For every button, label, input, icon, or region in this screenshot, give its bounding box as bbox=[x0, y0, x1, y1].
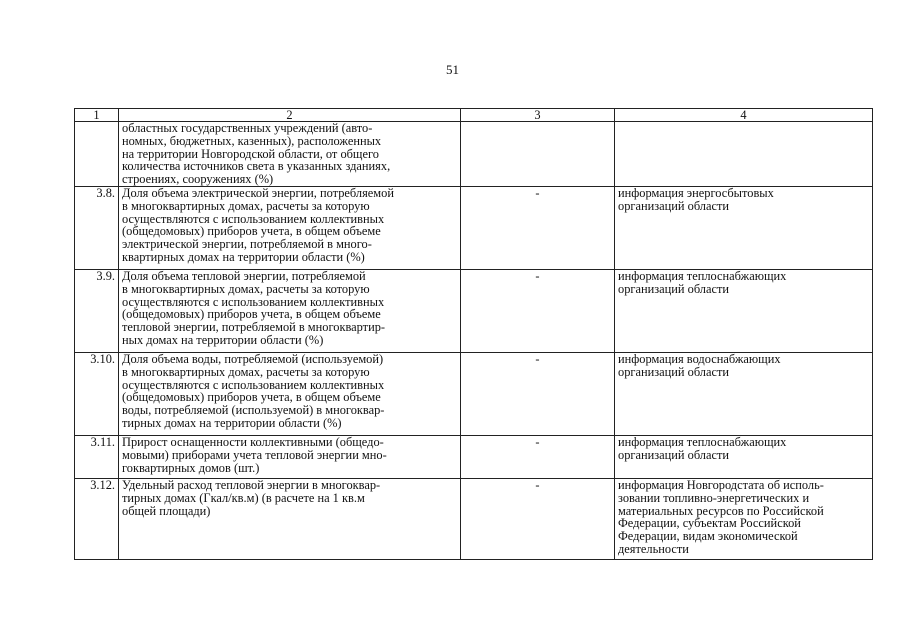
row-number: 3.9. bbox=[75, 269, 119, 352]
row-number: 3.8. bbox=[75, 186, 119, 269]
row-number bbox=[75, 122, 119, 187]
indicator-value: - bbox=[461, 186, 615, 269]
column-header-1: 1 bbox=[75, 109, 119, 122]
indicator-value: - bbox=[461, 435, 615, 478]
indicator-value: - bbox=[461, 269, 615, 352]
column-header-4: 4 bbox=[615, 109, 873, 122]
header-row bbox=[75, 109, 873, 122]
indicator-value: - bbox=[461, 478, 615, 559]
row-number: 3.10. bbox=[75, 352, 119, 435]
table-row bbox=[75, 435, 873, 478]
row-number: 3.11. bbox=[75, 435, 119, 478]
column-header-3: 3 bbox=[461, 109, 615, 122]
indicator-value bbox=[461, 122, 615, 187]
indicator-description: Доля объема тепловой энергии, потребляемой в многоквартирных домах, расчеты за которую осуществляются с использованием коллективных (общедомовых) приборов учета, в общем объеме тепловой энергии, потребляемой в многоквартир- ных домах на территории области (%) bbox=[119, 269, 461, 352]
data-source: информация теплоснабжающих организаций области bbox=[615, 269, 873, 352]
data-source: информация энергосбытовых организаций области bbox=[615, 186, 873, 269]
table-header bbox=[75, 109, 873, 122]
indicator-value: - bbox=[461, 352, 615, 435]
table-row bbox=[75, 478, 873, 559]
indicator-description: областных государственных учреждений (авто- номных, бюджетных, казенных), расположенных на территории Новгородской области, от общего количества источников света в указанных зданиях, строениях, сооружениях (%) bbox=[119, 122, 461, 187]
table-row bbox=[75, 122, 873, 187]
column-header-2: 2 bbox=[119, 109, 461, 122]
indicators-table bbox=[74, 108, 873, 560]
data-source: информация водоснабжающих организаций области bbox=[615, 352, 873, 435]
data-source: информация теплоснабжающих организаций области bbox=[615, 435, 873, 478]
indicator-description: Удельный расход тепловой энергии в многоквар- тирных домах (Гкал/кв.м) (в расчете на 1 кв.м общей площади) bbox=[119, 478, 461, 559]
table-row bbox=[75, 186, 873, 269]
page-number: 51 bbox=[446, 62, 459, 77]
row-number: 3.12. bbox=[75, 478, 119, 559]
table-row bbox=[75, 269, 873, 352]
data-source bbox=[615, 122, 873, 187]
table-body bbox=[75, 122, 873, 560]
indicator-description: Прирост оснащенности коллективными (общедо- мовыми) приборами учета тепловой энергии мно- гоквартирных домов (шт.) bbox=[119, 435, 461, 478]
indicator-description: Доля объема электрической энергии, потребляемой в многоквартирных домах, расчеты за которую осуществляются с использованием коллективных (общедомовых) приборов учета, в общем объеме электрической энергии, потребляемой в много- квартирных домах на территории области (%) bbox=[119, 186, 461, 269]
table-row bbox=[75, 352, 873, 435]
data-source: информация Новгородстата об исполь- зовании топливно-энергетических и материальных ресурсов по Российской Федерации, субъектам Российской Федерации, видам экономической деятельности bbox=[615, 478, 873, 559]
indicator-description: Доля объема воды, потребляемой (используемой) в многоквартирных домах, расчеты за которую осуществляются с использованием коллективных (общедомовых) приборов учета, в общем объеме воды, потребляемой (используемой) в многоквар- тирных домах на территории области (%) bbox=[119, 352, 461, 435]
